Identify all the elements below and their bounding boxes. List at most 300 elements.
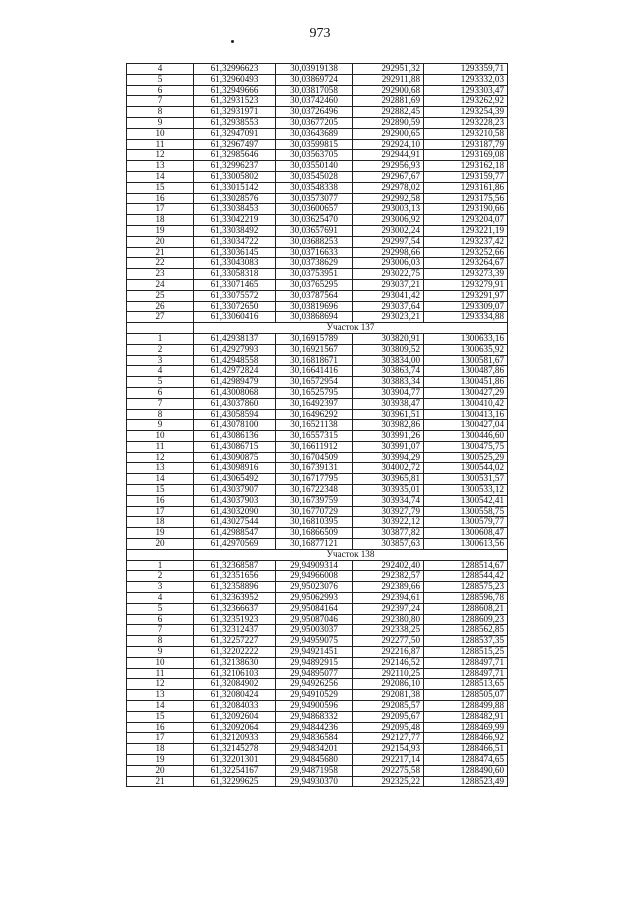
section-title: Участок 138	[194, 549, 508, 560]
x-coordinate-cell: 293023,21	[353, 312, 424, 323]
table-row	[127, 161, 508, 172]
point-number-cell: 10	[127, 657, 194, 668]
y-coordinate-cell: 1300581,67	[424, 355, 508, 366]
table-row	[127, 452, 508, 463]
point-number-cell: 18	[127, 517, 194, 528]
latitude-cell: 61,43098916	[194, 463, 276, 474]
x-coordinate-cell: 292397,24	[353, 603, 424, 614]
latitude-cell: 61,32106103	[194, 668, 276, 679]
longitude-cell: 29,94926256	[276, 679, 353, 690]
x-coordinate-cell: 292882,45	[353, 107, 424, 118]
latitude-cell: 61,32351656	[194, 571, 276, 582]
latitude-cell: 61,33043083	[194, 258, 276, 269]
longitude-cell: 29,95087046	[276, 614, 353, 625]
latitude-cell: 61,32299625	[194, 776, 276, 787]
latitude-cell: 61,42948558	[194, 355, 276, 366]
y-coordinate-cell: 1300531,57	[424, 474, 508, 485]
table-row	[127, 409, 508, 420]
longitude-cell: 29,94844236	[276, 722, 353, 733]
y-coordinate-cell: 1293332,03	[424, 74, 508, 85]
y-coordinate-cell: 1300525,29	[424, 452, 508, 463]
point-number-cell: 19	[127, 225, 194, 236]
latitude-cell: 61,33028576	[194, 193, 276, 204]
longitude-cell: 30,16496292	[276, 409, 353, 420]
point-number-cell: 8	[127, 107, 194, 118]
point-number-cell: 6	[127, 85, 194, 96]
y-coordinate-cell: 1300608,47	[424, 528, 508, 539]
latitude-cell: 61,43078100	[194, 420, 276, 431]
table-row	[127, 366, 508, 377]
point-number-cell: 12	[127, 452, 194, 463]
y-coordinate-cell: 1288497,71	[424, 668, 508, 679]
point-number-cell: 24	[127, 279, 194, 290]
longitude-cell: 30,16641416	[276, 366, 353, 377]
point-number-cell: 20	[127, 765, 194, 776]
x-coordinate-cell: 292382,57	[353, 571, 424, 582]
y-coordinate-cell: 1293291,97	[424, 290, 508, 301]
table-row	[127, 171, 508, 182]
point-number-cell: 15	[127, 182, 194, 193]
longitude-cell: 30,16739759	[276, 495, 353, 506]
x-coordinate-cell: 293006,03	[353, 258, 424, 269]
x-coordinate-cell: 303904,77	[353, 387, 424, 398]
point-number-cell: 4	[127, 366, 194, 377]
y-coordinate-cell: 1293309,07	[424, 301, 508, 312]
point-number-cell: 17	[127, 506, 194, 517]
table-row	[127, 128, 508, 139]
y-coordinate-cell: 1293190,66	[424, 204, 508, 215]
y-coordinate-cell: 1300613,56	[424, 539, 508, 550]
y-coordinate-cell: 1300533,12	[424, 485, 508, 496]
latitude-cell: 61,42989479	[194, 377, 276, 388]
x-coordinate-cell: 292081,38	[353, 690, 424, 701]
table-row	[127, 679, 508, 690]
longitude-cell: 30,03765295	[276, 279, 353, 290]
point-number-cell: 9	[127, 647, 194, 658]
x-coordinate-cell: 303883,34	[353, 377, 424, 388]
y-coordinate-cell: 1288537,35	[424, 636, 508, 647]
latitude-cell: 61,43037860	[194, 398, 276, 409]
table-row	[127, 593, 508, 604]
table-row	[127, 139, 508, 150]
latitude-cell: 61,32960493	[194, 74, 276, 85]
table-row	[127, 560, 508, 571]
table-row	[127, 182, 508, 193]
longitude-cell: 30,03657691	[276, 225, 353, 236]
table-row	[127, 150, 508, 161]
point-number-cell: 1	[127, 560, 194, 571]
point-number-cell: 13	[127, 690, 194, 701]
point-number-cell: 12	[127, 679, 194, 690]
y-coordinate-cell: 1288544,42	[424, 571, 508, 582]
section-header-empty-cell	[127, 549, 194, 560]
longitude-cell: 29,94836584	[276, 733, 353, 744]
x-coordinate-cell: 303863,74	[353, 366, 424, 377]
table-row	[127, 312, 508, 323]
x-coordinate-cell: 292275,58	[353, 765, 424, 776]
table-row	[127, 614, 508, 625]
point-number-cell: 5	[127, 377, 194, 388]
point-number-cell: 9	[127, 420, 194, 431]
y-coordinate-cell: 1300446,60	[424, 431, 508, 442]
y-coordinate-cell: 1288474,65	[424, 755, 508, 766]
section-header-row	[127, 549, 508, 560]
table-row	[127, 765, 508, 776]
y-coordinate-cell: 1288515,25	[424, 647, 508, 658]
y-coordinate-cell: 1300558,75	[424, 506, 508, 517]
point-number-cell: 26	[127, 301, 194, 312]
longitude-cell: 30,03548338	[276, 182, 353, 193]
y-coordinate-cell: 1288505,07	[424, 690, 508, 701]
table-row	[127, 582, 508, 593]
table-row	[127, 657, 508, 668]
y-coordinate-cell: 1293187,79	[424, 139, 508, 150]
table-row	[127, 603, 508, 614]
latitude-cell: 61,32363952	[194, 593, 276, 604]
latitude-cell: 61,33038492	[194, 225, 276, 236]
y-coordinate-cell: 1300451,86	[424, 377, 508, 388]
longitude-cell: 30,03742460	[276, 96, 353, 107]
latitude-cell: 61,43008068	[194, 387, 276, 398]
longitude-cell: 30,16521138	[276, 420, 353, 431]
latitude-cell: 61,43090875	[194, 452, 276, 463]
latitude-cell: 61,42970569	[194, 539, 276, 550]
point-number-cell: 17	[127, 733, 194, 744]
point-number-cell: 5	[127, 603, 194, 614]
point-number-cell: 11	[127, 139, 194, 150]
y-coordinate-cell: 1288469,99	[424, 722, 508, 733]
x-coordinate-cell: 303934,74	[353, 495, 424, 506]
point-number-cell: 7	[127, 96, 194, 107]
latitude-cell: 61,33015142	[194, 182, 276, 193]
latitude-cell: 61,32931971	[194, 107, 276, 118]
table-row	[127, 701, 508, 712]
latitude-cell: 61,33072650	[194, 301, 276, 312]
table-row	[127, 269, 508, 280]
x-coordinate-cell: 303961,51	[353, 409, 424, 420]
longitude-cell: 30,16717795	[276, 474, 353, 485]
x-coordinate-cell: 292127,77	[353, 733, 424, 744]
latitude-cell: 61,33060416	[194, 312, 276, 323]
point-number-cell: 1	[127, 333, 194, 344]
point-number-cell: 4	[127, 593, 194, 604]
x-coordinate-cell: 293003,13	[353, 204, 424, 215]
coordinates-table	[126, 63, 508, 787]
latitude-cell: 61,43032090	[194, 506, 276, 517]
latitude-cell: 61,32120933	[194, 733, 276, 744]
x-coordinate-cell: 303877,82	[353, 528, 424, 539]
x-coordinate-cell: 303834,00	[353, 355, 424, 366]
y-coordinate-cell: 1288499,88	[424, 701, 508, 712]
longitude-cell: 30,03726496	[276, 107, 353, 118]
y-coordinate-cell: 1293228,23	[424, 117, 508, 128]
longitude-cell: 30,16877121	[276, 539, 353, 550]
point-number-cell: 7	[127, 625, 194, 636]
point-number-cell: 17	[127, 204, 194, 215]
latitude-cell: 61,32368587	[194, 560, 276, 571]
longitude-cell: 30,16492397	[276, 398, 353, 409]
x-coordinate-cell: 292217,14	[353, 755, 424, 766]
table-row	[127, 776, 508, 787]
coordinates-table-body	[127, 64, 508, 787]
point-number-cell: 27	[127, 312, 194, 323]
x-coordinate-cell: 303965,81	[353, 474, 424, 485]
x-coordinate-cell: 292890,59	[353, 117, 424, 128]
y-coordinate-cell: 1288608,21	[424, 603, 508, 614]
y-coordinate-cell: 1293210,58	[424, 128, 508, 139]
y-coordinate-cell: 1293252,66	[424, 247, 508, 258]
latitude-cell: 61,32358896	[194, 582, 276, 593]
longitude-cell: 30,03919138	[276, 64, 353, 75]
table-row	[127, 398, 508, 409]
table-row	[127, 290, 508, 301]
x-coordinate-cell: 303982,86	[353, 420, 424, 431]
y-coordinate-cell: 1288575,23	[424, 582, 508, 593]
table-row	[127, 722, 508, 733]
y-coordinate-cell: 1288609,23	[424, 614, 508, 625]
x-coordinate-cell: 292085,57	[353, 701, 424, 712]
x-coordinate-cell: 292900,65	[353, 128, 424, 139]
point-number-cell: 16	[127, 193, 194, 204]
latitude-cell: 61,43027544	[194, 517, 276, 528]
y-coordinate-cell: 1300542,41	[424, 495, 508, 506]
longitude-cell: 30,03677205	[276, 117, 353, 128]
page-number: 973	[309, 26, 331, 41]
table-row	[127, 668, 508, 679]
point-number-cell: 19	[127, 755, 194, 766]
table-row	[127, 495, 508, 506]
longitude-cell: 30,03819696	[276, 301, 353, 312]
table-row	[127, 711, 508, 722]
y-coordinate-cell: 1288482,91	[424, 711, 508, 722]
table-row	[127, 647, 508, 658]
longitude-cell: 30,16611912	[276, 441, 353, 452]
longitude-cell: 30,16722348	[276, 485, 353, 496]
latitude-cell: 61,32084033	[194, 701, 276, 712]
table-row	[127, 204, 508, 215]
table-row	[127, 74, 508, 85]
longitude-cell: 30,16557315	[276, 431, 353, 442]
longitude-cell: 30,16810395	[276, 517, 353, 528]
longitude-cell: 29,95023076	[276, 582, 353, 593]
x-coordinate-cell: 292944,91	[353, 150, 424, 161]
table-row	[127, 744, 508, 755]
longitude-cell: 30,16818671	[276, 355, 353, 366]
longitude-cell: 30,03787564	[276, 290, 353, 301]
x-coordinate-cell: 292951,32	[353, 64, 424, 75]
table-row	[127, 301, 508, 312]
y-coordinate-cell: 1300487,86	[424, 366, 508, 377]
x-coordinate-cell: 292095,67	[353, 711, 424, 722]
table-row	[127, 506, 508, 517]
x-coordinate-cell: 303938,47	[353, 398, 424, 409]
longitude-cell: 30,03688253	[276, 236, 353, 247]
table-row	[127, 279, 508, 290]
y-coordinate-cell: 1300410,42	[424, 398, 508, 409]
table-row	[127, 377, 508, 388]
table-row	[127, 539, 508, 550]
table-row	[127, 333, 508, 344]
y-coordinate-cell: 1300544,02	[424, 463, 508, 474]
y-coordinate-cell: 1288466,51	[424, 744, 508, 755]
x-coordinate-cell: 303820,91	[353, 333, 424, 344]
x-coordinate-cell: 303991,26	[353, 431, 424, 442]
x-coordinate-cell: 303994,29	[353, 452, 424, 463]
y-coordinate-cell: 1293273,39	[424, 269, 508, 280]
table-row	[127, 85, 508, 96]
longitude-cell: 29,94892915	[276, 657, 353, 668]
longitude-cell: 30,16915789	[276, 333, 353, 344]
latitude-cell: 61,42927993	[194, 344, 276, 355]
longitude-cell: 29,94921451	[276, 647, 353, 658]
table-row	[127, 117, 508, 128]
y-coordinate-cell: 1300427,29	[424, 387, 508, 398]
point-number-cell: 8	[127, 409, 194, 420]
scan-dot	[231, 40, 234, 43]
point-number-cell: 10	[127, 431, 194, 442]
x-coordinate-cell: 292380,80	[353, 614, 424, 625]
table-row	[127, 690, 508, 701]
table-row	[127, 474, 508, 485]
y-coordinate-cell: 1293175,56	[424, 193, 508, 204]
x-coordinate-cell: 292095,48	[353, 722, 424, 733]
point-number-cell: 19	[127, 528, 194, 539]
x-coordinate-cell: 292881,69	[353, 96, 424, 107]
y-coordinate-cell: 1300413,16	[424, 409, 508, 420]
point-number-cell: 14	[127, 474, 194, 485]
table-row	[127, 431, 508, 442]
point-number-cell: 18	[127, 215, 194, 226]
longitude-cell: 29,94868332	[276, 711, 353, 722]
x-coordinate-cell: 292110,25	[353, 668, 424, 679]
latitude-cell: 61,32138630	[194, 657, 276, 668]
longitude-cell: 30,16525795	[276, 387, 353, 398]
x-coordinate-cell: 292389,66	[353, 582, 424, 593]
latitude-cell: 61,42988547	[194, 528, 276, 539]
x-coordinate-cell: 292924,10	[353, 139, 424, 150]
y-coordinate-cell: 1300427,04	[424, 420, 508, 431]
latitude-cell: 61,32312437	[194, 625, 276, 636]
y-coordinate-cell: 1288514,67	[424, 560, 508, 571]
table-row	[127, 107, 508, 118]
longitude-cell: 30,16866509	[276, 528, 353, 539]
x-coordinate-cell: 303927,79	[353, 506, 424, 517]
longitude-cell: 30,16921567	[276, 344, 353, 355]
table-row	[127, 215, 508, 226]
x-coordinate-cell: 292216,87	[353, 647, 424, 658]
latitude-cell: 61,32985646	[194, 150, 276, 161]
latitude-cell: 61,32084902	[194, 679, 276, 690]
point-number-cell: 15	[127, 711, 194, 722]
table-row	[127, 755, 508, 766]
longitude-cell: 30,16770729	[276, 506, 353, 517]
table-row	[127, 528, 508, 539]
point-number-cell: 4	[127, 64, 194, 75]
y-coordinate-cell: 1288513,65	[424, 679, 508, 690]
x-coordinate-cell: 293037,21	[353, 279, 424, 290]
latitude-cell: 61,33036145	[194, 247, 276, 258]
point-number-cell: 9	[127, 117, 194, 128]
point-number-cell: 23	[127, 269, 194, 280]
x-coordinate-cell: 292900,68	[353, 85, 424, 96]
y-coordinate-cell: 1293204,07	[424, 215, 508, 226]
longitude-cell: 30,03643689	[276, 128, 353, 139]
longitude-cell: 29,95003037	[276, 625, 353, 636]
x-coordinate-cell: 292998,66	[353, 247, 424, 258]
point-number-cell: 5	[127, 74, 194, 85]
latitude-cell: 61,43058594	[194, 409, 276, 420]
y-coordinate-cell: 1293161,86	[424, 182, 508, 193]
y-coordinate-cell: 1293334,88	[424, 312, 508, 323]
table-row	[127, 625, 508, 636]
y-coordinate-cell: 1288562,85	[424, 625, 508, 636]
longitude-cell: 29,94845680	[276, 755, 353, 766]
longitude-cell: 30,16572954	[276, 377, 353, 388]
longitude-cell: 30,03625470	[276, 215, 353, 226]
latitude-cell: 61,32092064	[194, 722, 276, 733]
y-coordinate-cell: 1293162,18	[424, 161, 508, 172]
longitude-cell: 30,03817058	[276, 85, 353, 96]
x-coordinate-cell: 292997,54	[353, 236, 424, 247]
x-coordinate-cell: 292086,10	[353, 679, 424, 690]
longitude-cell: 29,95084164	[276, 603, 353, 614]
table-row	[127, 247, 508, 258]
section-header-empty-cell	[127, 323, 194, 334]
y-coordinate-cell: 1293264,67	[424, 258, 508, 269]
y-coordinate-cell: 1288490,60	[424, 765, 508, 776]
point-number-cell: 6	[127, 614, 194, 625]
point-number-cell: 21	[127, 247, 194, 258]
latitude-cell: 61,32202222	[194, 647, 276, 658]
longitude-cell: 30,03599815	[276, 139, 353, 150]
y-coordinate-cell: 1293303,47	[424, 85, 508, 96]
y-coordinate-cell: 1300633,16	[424, 333, 508, 344]
point-number-cell: 25	[127, 290, 194, 301]
y-coordinate-cell: 1288466,92	[424, 733, 508, 744]
latitude-cell: 61,32996623	[194, 64, 276, 75]
longitude-cell: 30,03753951	[276, 269, 353, 280]
longitude-cell: 30,16739131	[276, 463, 353, 474]
x-coordinate-cell: 292956,93	[353, 161, 424, 172]
y-coordinate-cell: 1300579,77	[424, 517, 508, 528]
table-row	[127, 485, 508, 496]
table-row	[127, 344, 508, 355]
longitude-cell: 29,94871958	[276, 765, 353, 776]
point-number-cell: 14	[127, 171, 194, 182]
latitude-cell: 61,42938137	[194, 333, 276, 344]
longitude-cell: 29,94900596	[276, 701, 353, 712]
table-row	[127, 96, 508, 107]
longitude-cell: 29,94930370	[276, 776, 353, 787]
longitude-cell: 29,94834201	[276, 744, 353, 755]
latitude-cell: 61,33071465	[194, 279, 276, 290]
y-coordinate-cell: 1300635,92	[424, 344, 508, 355]
x-coordinate-cell: 292402,40	[353, 560, 424, 571]
point-number-cell: 2	[127, 344, 194, 355]
table-row	[127, 355, 508, 366]
y-coordinate-cell: 1293237,42	[424, 236, 508, 247]
x-coordinate-cell: 303935,01	[353, 485, 424, 496]
latitude-cell: 61,32366637	[194, 603, 276, 614]
point-number-cell: 21	[127, 776, 194, 787]
y-coordinate-cell: 1293359,71	[424, 64, 508, 75]
latitude-cell: 61,32351923	[194, 614, 276, 625]
longitude-cell: 30,03573077	[276, 193, 353, 204]
y-coordinate-cell: 1293262,92	[424, 96, 508, 107]
table-row	[127, 733, 508, 744]
latitude-cell: 61,32967497	[194, 139, 276, 150]
longitude-cell: 30,16704509	[276, 452, 353, 463]
